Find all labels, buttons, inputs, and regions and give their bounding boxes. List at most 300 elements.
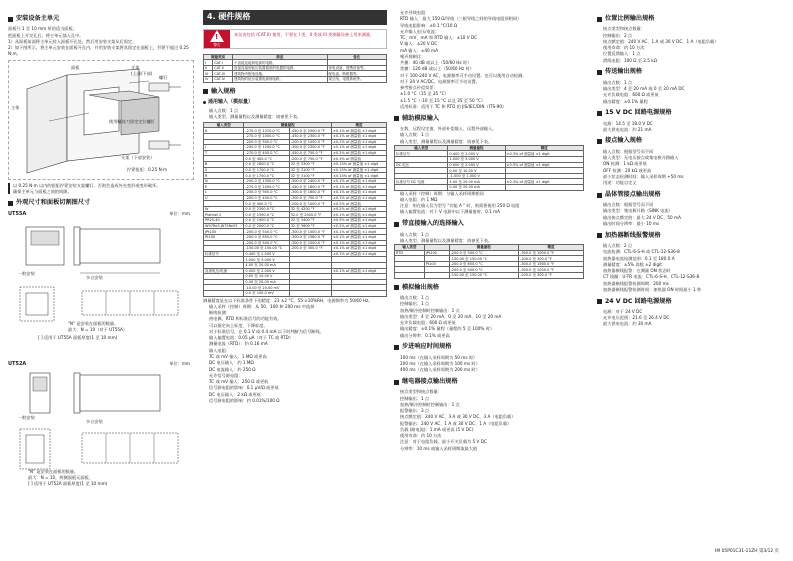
table-header: 测量量程 [448, 145, 505, 151]
ut52a-note: 最大：N = 10，两侧面板无面板。 [28, 474, 93, 480]
table-cell: -1.000 至 1.000 V [448, 173, 505, 179]
spec-line: 对于 24 V AC/DC，电源频率可手动设置。 [400, 78, 480, 84]
table-cell: Platinel 2 [204, 212, 244, 218]
table-cell: -150.00 至 150.00 °C [449, 256, 519, 262]
warning-triangle-icon: ! [210, 30, 224, 42]
spec-line: RTD 输入：最大 150 Ω/导线（三根导线之间的导线电阻须相同） [400, 16, 522, 22]
spec-line: 负载 (耐电流)：1 mA 或更高 (5 V DC) [400, 426, 474, 432]
table-cell: ±0.3% of 测量值 ±1 digit [505, 179, 583, 185]
label-screw: 螺钉 [159, 74, 168, 80]
spec-line: 加热/制冷控制时控制输出：1 点 [400, 401, 460, 407]
table-cell: 0.0 至 1900.0 °C [244, 218, 289, 224]
table-cell [395, 185, 448, 191]
range-table [203, 122, 387, 297]
table-row [204, 223, 387, 229]
table-cell: 0.00 至 20.00 mA [244, 279, 289, 285]
table-cell: 0.000 至 2.000 V [448, 162, 505, 168]
table-cell: -200.0 至 300.0 °F [289, 246, 331, 252]
table-cell: -270.0 至 1000.0 °C [244, 184, 289, 190]
table-cell: ±0.2% of 测量值 ±1 digit [331, 206, 386, 212]
ut55a-note: [ ] 适用于 UT55A 面板厚度(1 至 10 mm) [38, 334, 118, 340]
table-cell: B [204, 162, 244, 168]
table-cell: 配电盘、断路器等。 [327, 71, 386, 77]
table-cell: W97Re3-W75Re25 [204, 223, 244, 229]
universal-heading: 通用输入（模拟量） [203, 99, 387, 106]
rtd-list [394, 232, 584, 244]
table-cell: L [204, 190, 244, 196]
table-cell: 0.400 至 2.000 V [244, 251, 289, 257]
spec-line: 接点类型和接点数量： [603, 26, 645, 32]
label-bracket-note: (上部/下部) [131, 70, 153, 76]
table-cell: ±0.2% of 测量值 ±1 digit [331, 150, 386, 156]
spec-line: 接点额定值：240 V AC、3 A 或 30 V DC、3 A（电阻负载） [400, 414, 516, 420]
spec-line: 噪声抑制比： [400, 53, 426, 59]
spec-line: 输入电阻：约 1 MΩ [400, 196, 438, 202]
table-cell: -200.0 至 500.0 °C [244, 229, 289, 235]
table-cell: -150.00 至 150.00 °C [244, 246, 289, 252]
table-cell: -200.0 至 400.0 °C [244, 195, 289, 201]
table-cell: 0.0 至 1800.0 °C [244, 162, 289, 168]
table-cell: 不直接连接到电源的电路。 [233, 60, 328, 66]
label-panel: 面板 [71, 64, 80, 70]
spec-line: 接点类型和接点数量： [400, 389, 442, 395]
table-cell: ±0.1% of 测量值 ±1 digit [331, 195, 386, 201]
heading-square-icon [597, 233, 602, 238]
spec-line: 输入类型、测量量程以及测量精度：请参见下表。 [400, 138, 493, 144]
table-cell: ±0.2% of 测量值 ±1 digit [331, 223, 386, 229]
section-title: 4. 硬件规格 [203, 10, 387, 25]
table-cell: -300.0 至 2300.0 °F [289, 145, 331, 151]
spec-line: 输入点数：1 点 [400, 132, 430, 138]
table-cell: K [204, 128, 244, 134]
spec-line: 400 ms（在输入采样周期为 200 ms 时） [400, 367, 480, 373]
table-cell: 1.000 至 5.000 V [448, 157, 505, 163]
spec-line: 最小状态检测时间：输入采样周期 +50 ms [603, 173, 684, 179]
heading-square-icon [597, 111, 602, 116]
table-cell: 0.00 至 20.00 mA [448, 185, 505, 191]
spec-line: TC、mV、mA 和 RTD 输入：±10 V DC [400, 35, 478, 41]
spec-line: TC 或 mV 输入：250 Ω 或更低 [209, 379, 269, 385]
range-note: 测量精度是在以下标准条件下的精度：23 ±2 °C、55 ±10%RH，电源频率为 50/60 Hz。 [203, 297, 373, 303]
table-cell: ±0.1% of 测量值 ±1 digit [331, 246, 386, 252]
spec-line: 允许导线电阻： [400, 10, 430, 15]
ut55a-note: "N" 是安装在面板的数量。 [68, 320, 119, 326]
install-notes [8, 183, 194, 195]
table-cell: -270.0 至 1000.0 °C [244, 133, 289, 139]
spec-line: ON 检测：1 kΩ 或更低 [603, 161, 647, 167]
table-cell: -200.0 至 500.0 °C [449, 267, 519, 273]
heading-square-icon [597, 139, 602, 144]
spec-line: 输入电阻： [209, 347, 230, 353]
spec-line: DC 电压输入：约 1 MΩ [209, 360, 254, 366]
universal-line: 输入点数：1 点 [209, 107, 239, 113]
spec-line: 测量精度：±5% 读数 ±2 digit [603, 261, 662, 267]
spec-line: 加热器断线报警检测周期：200 ms [603, 280, 669, 286]
spec-line: 信号源电阻的影响：约 0.01%/100 Ω [209, 397, 280, 403]
spec-line: 输出类型：4 至 20 mA 或 0 至 20 mA DC [603, 85, 685, 91]
table-header: 测量量程 [449, 245, 519, 251]
table-row [395, 273, 584, 279]
aux-extra-list [394, 191, 584, 215]
label-clip: 支架（下部安装） [121, 154, 155, 160]
rtd-table [394, 244, 584, 279]
label-bracket: 支架 [131, 64, 140, 70]
spec-line: 热电偶、RTD 和标准信号的功能有效。 [209, 316, 282, 322]
spec-line: CT 线圈：U-TR 电流：CTL-6-S-H、CTL-12-S36-8 [603, 274, 700, 280]
heading-square-icon [394, 222, 399, 227]
spec-line: 电源：对于 24 V DC [603, 308, 643, 314]
table-cell: -300.0 至 1560.0 °F [519, 261, 584, 267]
table-cell: -200.0 至 850.0 °C [244, 234, 289, 240]
page-footer: IM 05P01C31-11ZH 第3/12 页 [715, 549, 779, 555]
table-cell: U [204, 195, 244, 201]
table-cell: 4.00 至 20.00 mA [448, 179, 505, 185]
spec-line: 适用标准：适用于 TC 和 RTD 的 JIS/IEC/DIN（ITS-90） [400, 103, 507, 109]
table-cell: ±0.1% of 测量值 ±1 digit [331, 268, 386, 274]
spec-line: 输出类型：集电极开路（SINK 电流） [603, 208, 673, 214]
pos-list [597, 26, 785, 63]
spec-line: 位置反馈输入：1 点 [603, 51, 641, 57]
spec-line: 控制输出：1 点 [400, 395, 430, 401]
table-cell: N [204, 178, 244, 184]
spec-line: 对于 100-240 V AC，电源频率可手动设置。也可以使用自动检测。 [400, 72, 527, 78]
table-cell: ±0.15% of 测量值 ±1 digit [331, 162, 386, 168]
spec-line: 报警输出：3 点 [400, 408, 430, 414]
table-cell: -200.0 至 1300.0 °C [244, 178, 289, 184]
table-cell: 0.0 至 1700.0 °C [244, 173, 289, 179]
table-cell: 家电设备、便携设备等。 [327, 65, 386, 71]
spec-line: 报警输出：240 V AC、1 A 或 30 V DC、1 A（电阻负载） [400, 420, 512, 426]
spec-line: 输出时间分辨率：最小 10 ms [603, 221, 660, 226]
spec-line: 参考接点补偿误差： [400, 85, 438, 91]
table-cell: W [204, 206, 244, 212]
spec-line: 使用寿命：约 10 万次 [603, 45, 645, 51]
spec-line: 加热器电流检测范围：0.1 至 180.0 A [603, 255, 675, 261]
ut55a-unit: 单位：mm [169, 210, 190, 216]
table-header: 描述 [233, 54, 328, 60]
heading-square-icon [597, 17, 602, 22]
category-table [203, 54, 387, 83]
install-line: 把面板上开完孔后，将主单元插入孔中。 [8, 32, 84, 38]
column-4 [597, 10, 785, 328]
ut55a-general-mount: 一般安装 [18, 270, 35, 276]
table-cell: ±0.1% of 测量值 ±1 digit [331, 212, 386, 218]
table-header: 输入类型 [395, 145, 448, 151]
table-cell: -450.0 至 1800.0 °F [289, 184, 331, 190]
table-cell: 0.00 至 10.00 V [448, 168, 505, 174]
spec-line: 加热器断线报警检测时间：加热器 ON 时间最小 1 秒 [603, 286, 702, 292]
spec-line: OFF 检测：20 kΩ 或更高 [603, 167, 652, 173]
table-header: 精度 [519, 245, 584, 251]
table-cell: ±0.1% of 测量值 ±1 digit [331, 251, 386, 257]
heading-square-icon [8, 17, 13, 22]
table-cell: ±0.1% of 测量值 ±1 digit [331, 178, 386, 184]
spec-line: 输出类型：4 至 20 mA、0 至 20 mA、10 至 20 mA [400, 313, 502, 319]
table-cell: 0.0 至 1390.0 °C [244, 212, 289, 218]
warning-label: 警告 [213, 42, 221, 47]
input-continued-list [394, 10, 584, 110]
table-cell: ±0.1% of 测量值 ±1 digit [331, 133, 386, 139]
table-cell: ±0.1% of 测量值 ±1 digit [331, 145, 386, 151]
ut52a-model: UT52A [8, 360, 27, 367]
table-cell: 4.00 至 20.00 mA [244, 262, 289, 268]
table-cell: 32 至 3600 °F [289, 223, 331, 229]
table-cell: R [204, 173, 244, 179]
table-cell: ±0.5% of 测量值 ±1 digit [331, 218, 386, 224]
table-cell: ±0.1% of 测量值 ±1 digit [331, 229, 386, 235]
dimension-heading: 外观尺寸和面板切割图尺寸 [8, 199, 194, 207]
spec-line: 共模：40 dB 或以上（50/60 Hz 时） [400, 60, 472, 66]
table-cell: -450.0 至 750.0 °F [289, 150, 331, 156]
spec-line: V 输入：±20 V DC [400, 41, 438, 47]
table-cell: -200.0 至 500.0 °C [449, 250, 519, 256]
table-cell: -300.0 至 2400.0 °F [289, 178, 331, 184]
table-cell: ±0.1% of 测量值 ±1 digit [331, 240, 386, 246]
table-cell: -10.00 至 20.00 mV [244, 285, 289, 291]
table-cell: ±0.1% of 测量值 ±1 digit [331, 234, 386, 240]
table-cell: JPt100 [204, 229, 244, 235]
table-cell: 直流电压/电流 [204, 268, 244, 274]
table-cell: 32 至 3400 °F [289, 218, 331, 224]
table-cell: CAT.I [213, 60, 233, 66]
table-cell: II [204, 65, 213, 71]
spec-line: 输出精度：±0.1% 量程 [603, 98, 648, 104]
relay-list [394, 389, 584, 451]
ps-heading: 15 V DC 回路电源规格 [597, 109, 785, 117]
table-cell: 标准信号 [395, 151, 448, 157]
spec-line: 输出分辨率：0.1% 或更高 [400, 332, 450, 338]
label-torque: 拧紧扭矩：0.25 N·m [127, 166, 168, 172]
ut55a-block [8, 211, 194, 361]
table-cell: CAT.II [213, 65, 233, 71]
input-heading: 输入规格 [203, 88, 387, 96]
table-cell: T [204, 150, 244, 156]
spec-line: 滑线电阻：100 Ω 至 2.5 kΩ [603, 57, 657, 63]
table-cell: ±0.3% of 测量值 ±1 digit [505, 162, 583, 168]
table-cell [395, 273, 425, 279]
spec-line: 输入采样（控制）周期：从 50、100 和 200 ms 中选择 [209, 303, 315, 309]
table-cell: 建筑物内配电设施。 [233, 71, 328, 77]
table-cell [331, 291, 386, 297]
table-cell: -200.0 至 1000.0 °F [289, 139, 331, 145]
table-row [395, 185, 584, 191]
table-cell: ±0.15% of 测量值 ±1 digit [331, 167, 386, 173]
aux-list [394, 126, 584, 144]
table-header: 精度 [331, 122, 386, 128]
spec-line: 输出点数：根据型号而不同 [603, 202, 654, 208]
install-line: 2）如下图所示，将主单元安装在面板开孔内，并用安装支架将其固定在面板上，拧紧不超过 0.25 N·m。 [8, 45, 189, 56]
spec-line: 电流检测：CTL-6-S-H 或 CTL-12-S36-8 [603, 249, 680, 255]
spec-line: 允许电压范围：21.6 至 26.4 V DC [603, 315, 670, 321]
table-cell [289, 291, 331, 297]
spec-line: 用途：功能自定义 [603, 180, 637, 186]
table-cell: 32 至 3100 °F [289, 173, 331, 179]
spec-line: 输出接点额定值：最大 24 V DC、50 mA [603, 214, 682, 220]
di-heading: 接点输入规格 [597, 137, 785, 145]
heading-square-icon [8, 201, 13, 206]
install-text [8, 26, 194, 56]
table-cell: -300.0 至 1000.0 °F [519, 250, 584, 256]
table-cell: ±0.3% of 测量值 [331, 156, 386, 162]
install-diagram [8, 60, 194, 180]
table-cell: 0.400 至 2.000 V [448, 151, 505, 157]
table-cell: III [204, 71, 213, 77]
trans-list [597, 80, 785, 104]
warning-icon-panel [204, 30, 230, 48]
table-cell: CAT.IV [213, 77, 233, 83]
table-cell: PR20-40 [204, 218, 244, 224]
spec-line: 输入偏置电流：对于 V 电源中以下测量值时，0.1 mA [400, 209, 501, 215]
table-cell: 建筑物的低压装置电源侧电路。 [233, 77, 328, 83]
table-cell: 32 至 4200 °F [289, 206, 331, 212]
column-3 [394, 10, 584, 452]
table-header: 测量类别 [204, 54, 233, 60]
spec-line: 允许信号源电阻： [209, 372, 243, 378]
table-cell: 标准信号 DC 电流 [395, 179, 448, 185]
table-cell: 0.00 至 10.00 V [244, 274, 289, 280]
table-cell: -300.0 至 1000.0 °F [519, 267, 584, 273]
table-cell: S [204, 167, 244, 173]
table-cell: CAT.III [213, 71, 233, 77]
ps-list [597, 121, 785, 133]
table-cell: DC 电压 [395, 162, 448, 168]
spec-line: 分辨率：10 ms 或输入采样周期取最大值 [400, 445, 478, 451]
table-header: 精度 [505, 145, 583, 151]
spec-line: 输入点数：1 点 [400, 231, 430, 237]
ssr-list [597, 202, 785, 226]
ps24-list [597, 309, 785, 327]
ut55a-multi-mount: 多台安装 [86, 274, 103, 280]
table-cell: Pt100 [204, 234, 244, 240]
heading-square-icon [394, 116, 399, 121]
di-list [597, 149, 785, 186]
table-header: 输入类型 [204, 122, 244, 128]
table-cell: -200.0 至 850.0 °C [449, 261, 519, 267]
step-list [394, 355, 584, 373]
table-header: 测量量程 [244, 122, 332, 128]
table-cell: 0.0 至 100.0 mV [244, 291, 289, 297]
universal-line: 输入类型、测量量程以及测量精度：请参见下表。 [209, 114, 302, 120]
table-cell: -200.0 至 500.0 °C [244, 240, 289, 246]
table-cell [505, 185, 583, 191]
warning-text: 本仪表包括 (CAT.II) 使用，不要在 I 类、II 类或 III 类测量设备上用来测量。 [234, 31, 375, 37]
spec-line: 控制输出：1 点 [400, 301, 430, 307]
spec-line: 注意：对于电阻负载，最小开关负载为 5 V DC [400, 439, 487, 445]
pos-heading: 位置比例输出规格 [597, 15, 785, 23]
table-cell: -200.0 至 300.0 °F [519, 256, 584, 262]
spec-line: ±1.5 °C（-10 至 15 °C 以及 35 至 50 °C） [400, 97, 486, 103]
table-cell: -300.0 至 1000.0 °F [289, 240, 331, 246]
spec-line: 常模：120 dB 或以上（50/60 Hz 时） [400, 66, 474, 72]
spec-line: 允许负载电阻：600 Ω 或更低 [603, 92, 659, 98]
heading-square-icon [597, 193, 602, 198]
heading-square-icon [203, 89, 208, 94]
table-cell: -200.0 至 1000.0 °F [289, 201, 331, 207]
ps24-heading: 24 V DC 回路电源规格 [597, 298, 785, 306]
table-cell: -300.0 至 1000.0 °F [289, 229, 331, 235]
install-note: 确保主单元与面板之间的间隙。 [13, 188, 72, 194]
spec-line: DC 电压输入：2 kΩ 或更低 [209, 391, 261, 397]
heading-square-icon [394, 380, 399, 385]
spec-line: 在数、远程设定值、外部补偿输入、远程外部输入。 [400, 126, 497, 132]
table-cell: -270.0 至 1370.0 °C [244, 128, 289, 134]
table-cell: -200.0 至 1200.0 °C [244, 145, 289, 151]
table-cell: -450.0 至 2500.0 °F [289, 128, 331, 134]
table-cell: ±0.1% of 测量值 ±1 digit [331, 128, 386, 134]
spec-line: 输入类型、测量量程以及测量精度：请参见下表。 [400, 237, 493, 243]
heater-heading: 加热器断线报警规格 [597, 232, 785, 240]
table-cell: I [204, 60, 213, 66]
table-row [204, 291, 387, 297]
spec-line: TC 或 mV 输入：1 MΩ 或更高 [209, 354, 267, 360]
table-cell: -200.0 至 900.0 °C [244, 190, 289, 196]
table-cell: -300.0 至 1560.0 °F [289, 234, 331, 240]
table-cell: 32.0 至 2500.0 °F [289, 212, 331, 218]
table-cell [424, 273, 449, 279]
table-cell: 0.0 至 1700.0 °C [244, 167, 289, 173]
spec-line: 输出精度：±0.1% 量程（量程的 5 至 100% 时） [400, 326, 495, 332]
ut52a-multi-mount: 多台安装 [86, 418, 103, 424]
table-cell: 0.0 至 2000.0 °C [244, 223, 289, 229]
spec-line: 输出点数：1 点 [400, 295, 430, 301]
spec-line: 导线电阻影响：±0.1 °C/10 Ω [400, 22, 458, 28]
spec-line: 允许负载电阻：600 Ω 或更低 [400, 320, 456, 326]
analog-out-list [394, 295, 584, 338]
table-header: 输入类型 [395, 245, 425, 251]
ut55a-model: UT55A [8, 210, 27, 217]
ut52a-unit: 单位：mm [169, 360, 190, 366]
spec-line: 加热器断线报警：在测量 ON 状态时 [603, 268, 671, 274]
step-heading: 步进响应时间规格 [394, 343, 584, 351]
heading-square-icon [597, 70, 602, 75]
warning-box [203, 29, 387, 49]
table-cell: -450.0 至 2300.0 °F [289, 133, 331, 139]
table-cell: 直接连接到低压装置插座的电器的电路。 [233, 65, 328, 71]
table-header: 备注 [327, 54, 386, 60]
table-cell: ±0.15% of 测量值 ±1 digit [331, 173, 386, 179]
table-cell: J [204, 145, 244, 151]
spec-line: 可以指定向上标度、下降标度。 [209, 322, 268, 328]
ssr-heading: 晶体管接点输出规格 [597, 191, 785, 199]
spec-line: 输出点数：1 点 [603, 79, 633, 85]
spec-line: 注意：如在输入仅为型号 "功能 A " 时，则需要使用 250 Ω 电阻 [400, 203, 520, 209]
table-cell: ±0.2% of 测量值 ±1 digit [331, 139, 386, 145]
spec-line: 输入点数：根据型号而不同 [603, 148, 654, 154]
table-cell: ±0.2% of 测量值 [331, 201, 386, 207]
aux-heading: 辅助模拟输入 [394, 115, 584, 123]
input-extra-list [203, 304, 387, 404]
install-heading: 安装设备主单元 [8, 15, 194, 23]
install-line: 面板开 1 至 10 mm 厚的适当面板。 [8, 26, 77, 32]
table-cell: -200.0 至 750.0 °F [289, 156, 331, 162]
spec-line: 输入类型：无电压接点或集电极开路输入 [603, 155, 679, 161]
heading-square-icon [597, 299, 602, 304]
ut52a-note: [ ] 适用于 UT52A 面板厚度(1 至 10 mm) [28, 480, 108, 486]
table-cell: -270.0 至 400.0 °C [244, 150, 289, 156]
spec-line: 信号源电阻的影响：0.1 μV/Ω 或更低 [209, 385, 279, 391]
ut55a-note: 最大：N = 10（对于 UT55A） [68, 326, 128, 332]
table-cell: -150.00 至 150.00 °C [449, 273, 519, 279]
table-cell: IV [204, 77, 213, 83]
column-1 [8, 10, 194, 491]
spec-line: mA 输入：±40 mA [400, 47, 438, 53]
ut52a-general-mount: 一般安装 [18, 414, 35, 420]
table-cell: 架空线、电缆系统等。 [327, 77, 386, 83]
table-cell: -200.0 至 300.0 °F [519, 273, 584, 279]
label-unit: 主体 [11, 104, 20, 110]
spec-line: ±1.0 °C（15 至 35 °C） [400, 91, 449, 97]
table-cell: ±0.1% of 测量值 ±1 digit [331, 184, 386, 190]
